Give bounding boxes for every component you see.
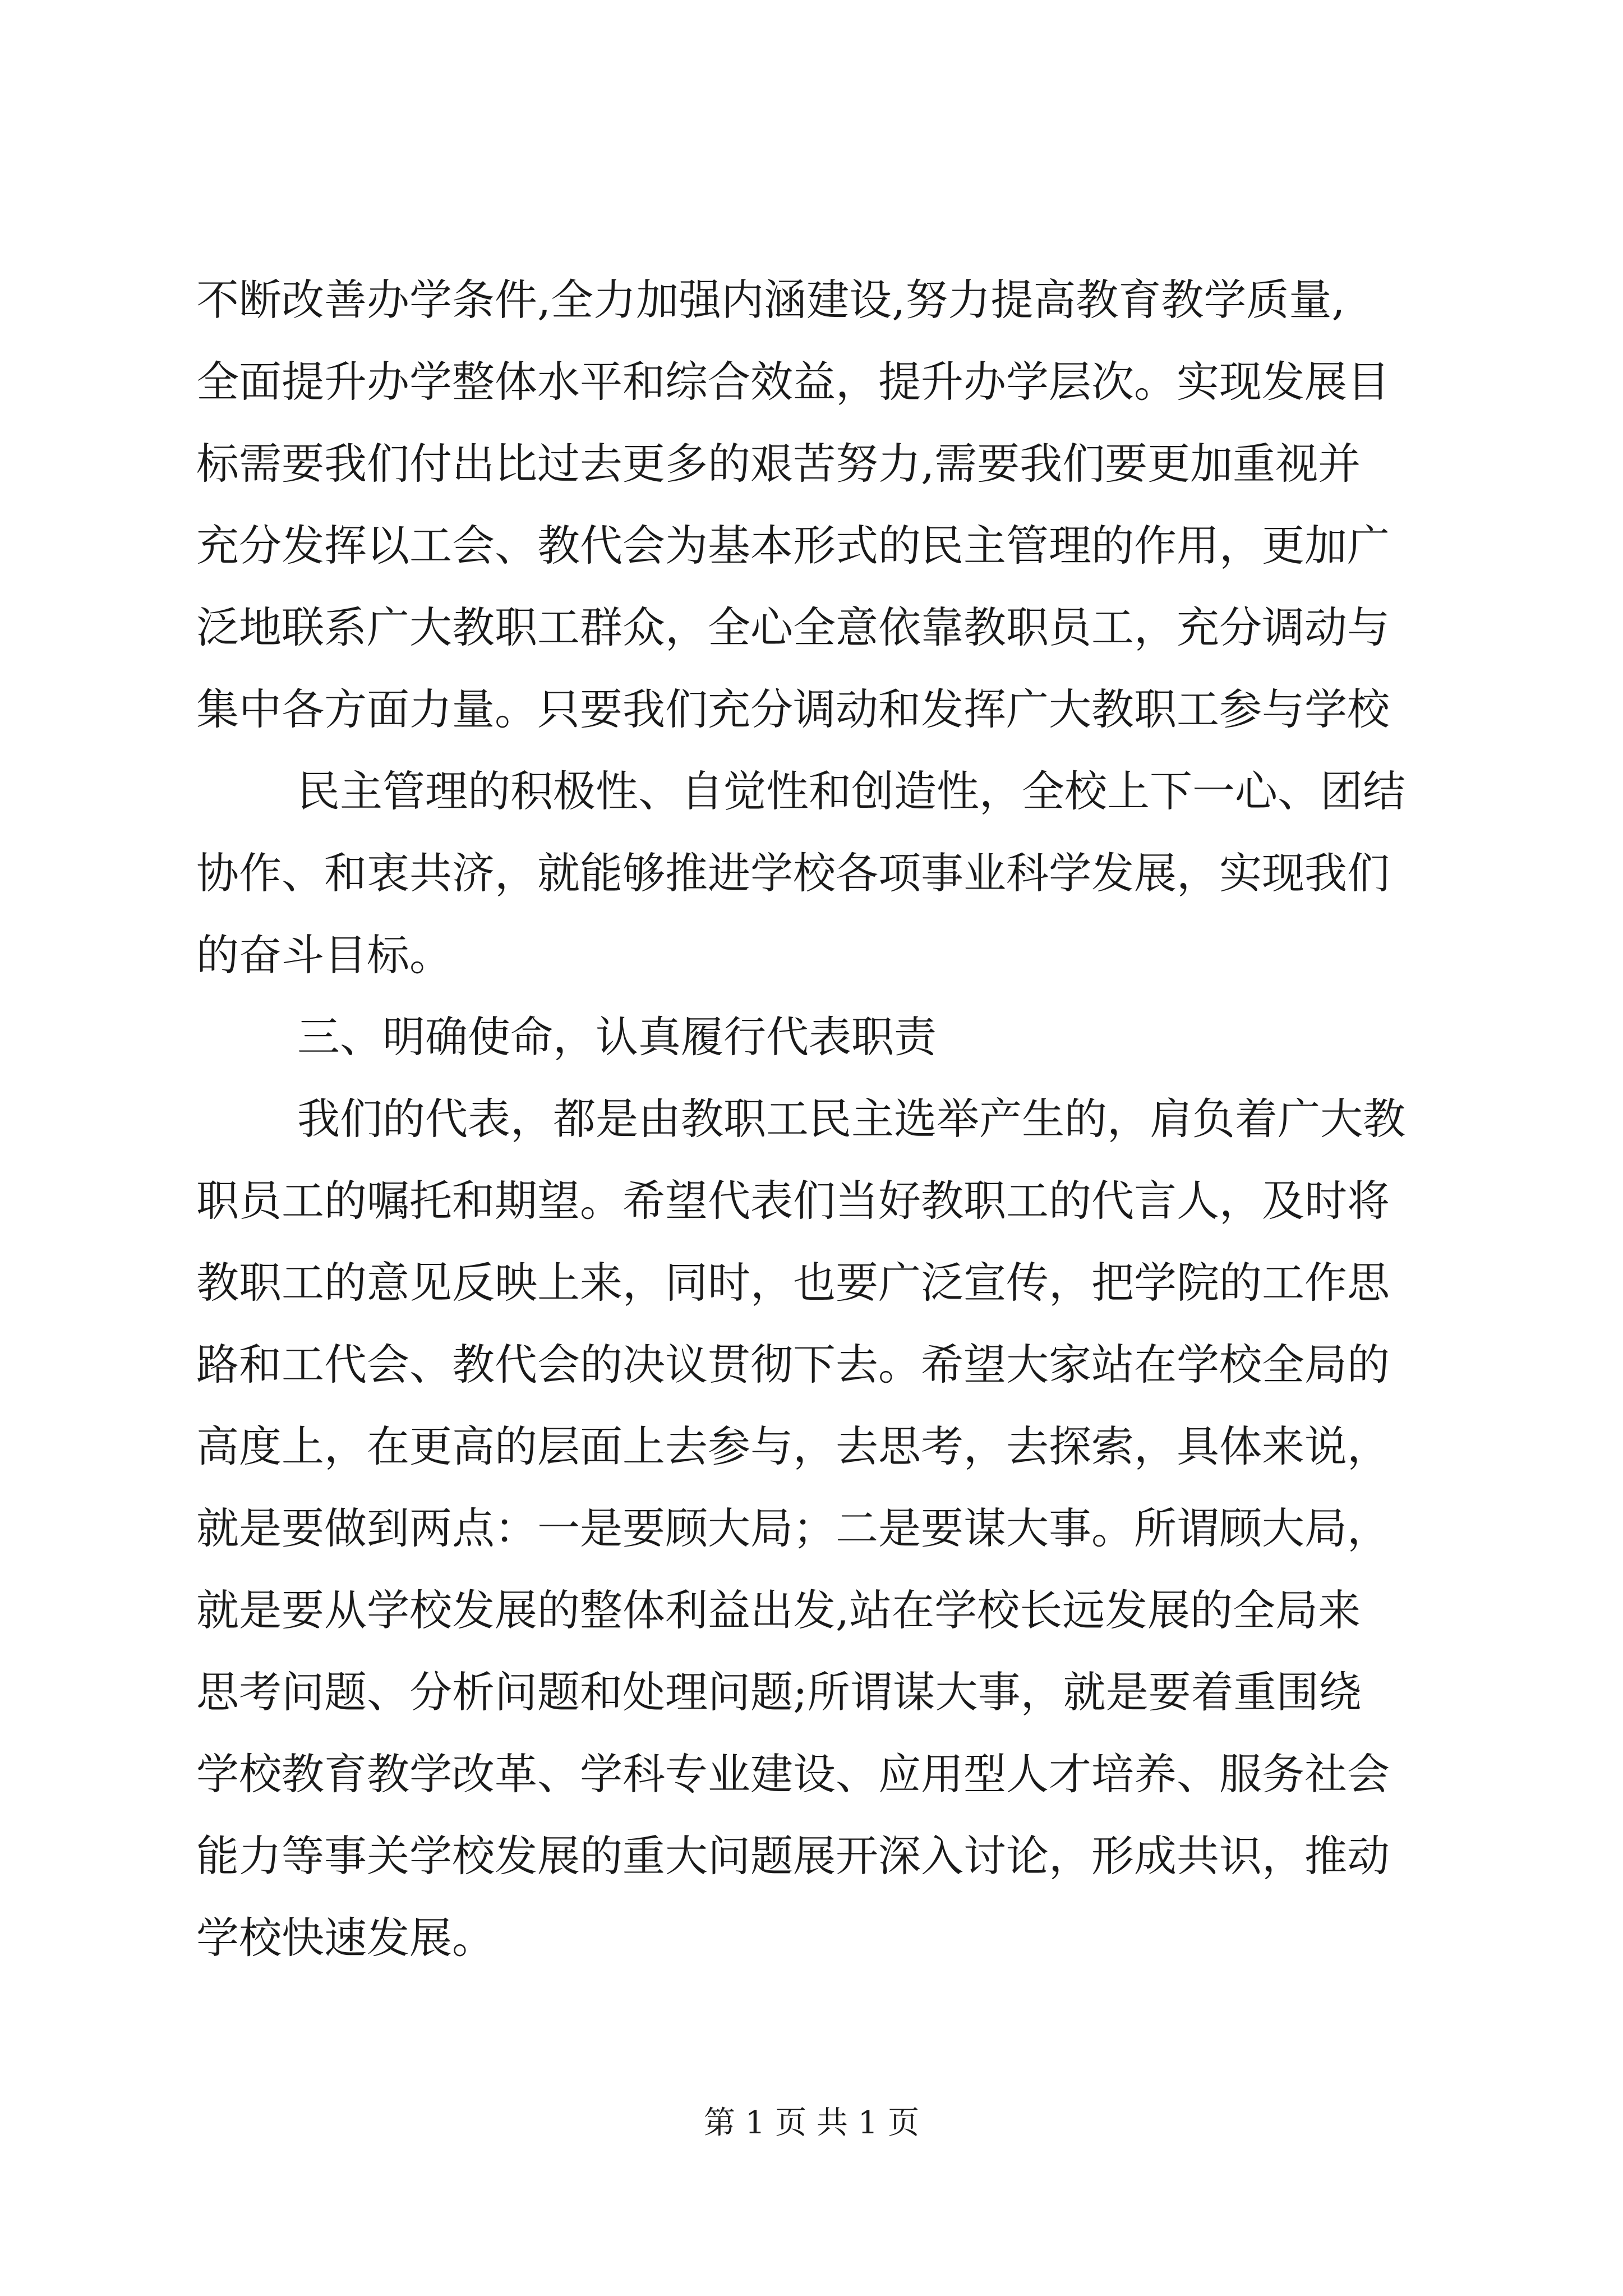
text-line: 就是要做到两点：一是要顾大局；二是要谋大事。所谓顾大局，	[196, 1503, 1390, 1553]
text-line: 标需要我们付出比过去更多的艰苦努力,需要我们要更加重视并	[196, 439, 1361, 489]
text-line: 全面提升办学整体水平和综合效益，提升办学层次。实现发展目	[196, 357, 1390, 407]
text-line: 就是要从学校发展的整体利益出发,站在学校长远发展的全局来	[196, 1585, 1361, 1635]
document-body	[196, 259, 1438, 1979]
page-footer	[0, 2101, 1623, 2146]
text-line: 集中各方面力量。只要我们充分调动和发挥广大教职工参与学校	[196, 684, 1390, 734]
text-line: 我们的代表，都是由教职工民主选举产生的，肩负着广大教	[297, 1094, 1405, 1144]
text-line: 泛地联系广大教职工群众，全心全意依靠教职员工，充分调动与	[196, 602, 1390, 652]
text-line: 路和工代会、教代会的决议贯彻下去。希望大家站在学校全局的	[196, 1340, 1390, 1389]
text-line: 学校教育教学改革、学科专业建设、应用型人才培养、服务社会	[196, 1749, 1390, 1799]
text-line: 能力等事关学校发展的重大问题展开深入讨论，形成共识，推动	[196, 1831, 1390, 1881]
text-line: 民主管理的积极性、自觉性和创造性，全校上下一心、团结	[297, 766, 1405, 816]
text-line: 思考问题、分析问题和处理问题;所谓谋大事，就是要着重围绕	[196, 1667, 1362, 1717]
text-line: 教职工的意见反映上来，同时，也要广泛宣传，把学院的工作思	[196, 1258, 1390, 1308]
text-line: 充分发挥以工会、教代会为基本形式的民主管理的作用，更加广	[196, 521, 1390, 570]
text-line: 的奋斗目标。	[196, 930, 452, 980]
page-number: 第 1 页 共 1 页	[703, 2105, 920, 2141]
text-line: 不断改善办学条件,全力加强内涵建设,努力提高教育教学质量,	[196, 275, 1345, 325]
section-heading: 三、明确使命，认真履行代表职责	[297, 1012, 937, 1062]
text-line: 协作、和衷共济，就能够推进学校各项事业科学发展，实现我们	[196, 848, 1390, 898]
text-line: 职员工的嘱托和期望。希望代表们当好教职工的代言人，及时将	[196, 1176, 1390, 1226]
text-line: 学校快速发展。	[196, 1913, 495, 1963]
text-line: 高度上，在更高的层面上去参与，去思考，去探索，具体来说，	[196, 1421, 1390, 1471]
